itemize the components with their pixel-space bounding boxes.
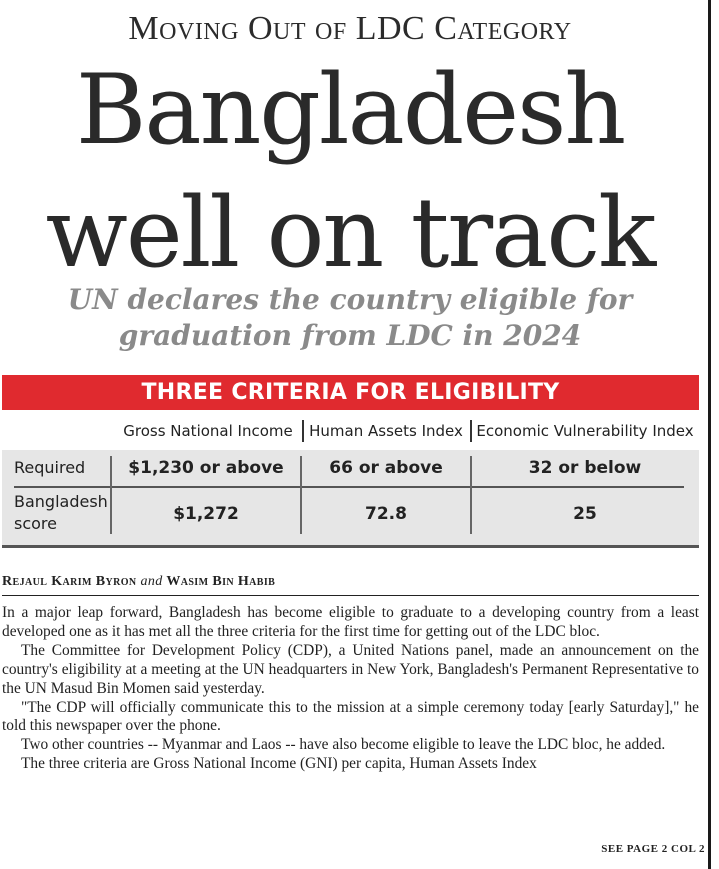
paragraph: The three criteria are Gross National Income (GNI) per capita, Human Assets Index: [21, 755, 537, 773]
deck-line-2: graduation from LDC in 2024: [118, 319, 582, 352]
table-bottom-rule: [2, 545, 699, 548]
score-evi: 25: [573, 504, 597, 524]
byline-author-1: Rejaul Karim Byron: [2, 574, 137, 589]
byline: [2, 574, 275, 590]
deck-line-1: UN declares the country eligible for: [67, 283, 633, 316]
column-header-divider: [470, 420, 472, 442]
paragraph: In a major leap forward, Bangladesh has become eligible to graduate to a developing country from a least developed one as it has met all the three criteria for the first time for getting out of the LDC bloc.: [2, 604, 699, 640]
column-header-evi: Economic Vulnerability Index: [476, 422, 694, 440]
table-row-divider: [14, 486, 684, 488]
score-gni: $1,272: [173, 504, 239, 524]
byline-author-2: Wasim Bin Habib: [166, 574, 276, 589]
column-header-gni: Gross National Income: [123, 422, 293, 440]
column-header-divider: [302, 420, 304, 442]
article-body: [2, 604, 699, 774]
headline-line-1: Bangladesh: [75, 54, 625, 166]
column-header-hai: Human Assets Index: [309, 422, 463, 440]
byline-rule: [2, 595, 699, 596]
required-evi: 32 or below: [528, 458, 642, 478]
headline-line-2: well on track: [45, 177, 655, 289]
byline-and: and: [140, 574, 163, 589]
infobox-banner: THREE CRITERIA FOR ELIGIBILITY: [2, 375, 699, 410]
paragraph: The Committee for Development Policy (CDP), a United Nations panel, made an announcement on the country's eligibility at a meeting at the UN headquarters in New York, Bangladesh's Permanent Representative to the UN Masud Bin Momen said yesterday.: [2, 641, 699, 697]
row-label-required: Required: [14, 458, 86, 477]
row-label-bangladesh-score: Bangladesh score: [14, 492, 108, 533]
paragraph: "The CDP will officially communicate this to the mission at a simple ceremony today [early Saturday]," he told this newspaper over the phone.: [2, 698, 699, 735]
kicker: Moving Out of LDC Category: [128, 10, 572, 47]
column-rule: [708, 0, 711, 869]
paragraph: Two other countries -- Myanmar and Laos -- have also become eligible to leave the LDC bloc, he added.: [21, 736, 666, 754]
required-gni: $1,230 or above: [128, 458, 284, 478]
jump-line: SEE PAGE 2 COL 2: [601, 843, 705, 855]
score-hai: 72.8: [365, 504, 407, 524]
required-hai: 66 or above: [329, 458, 443, 478]
